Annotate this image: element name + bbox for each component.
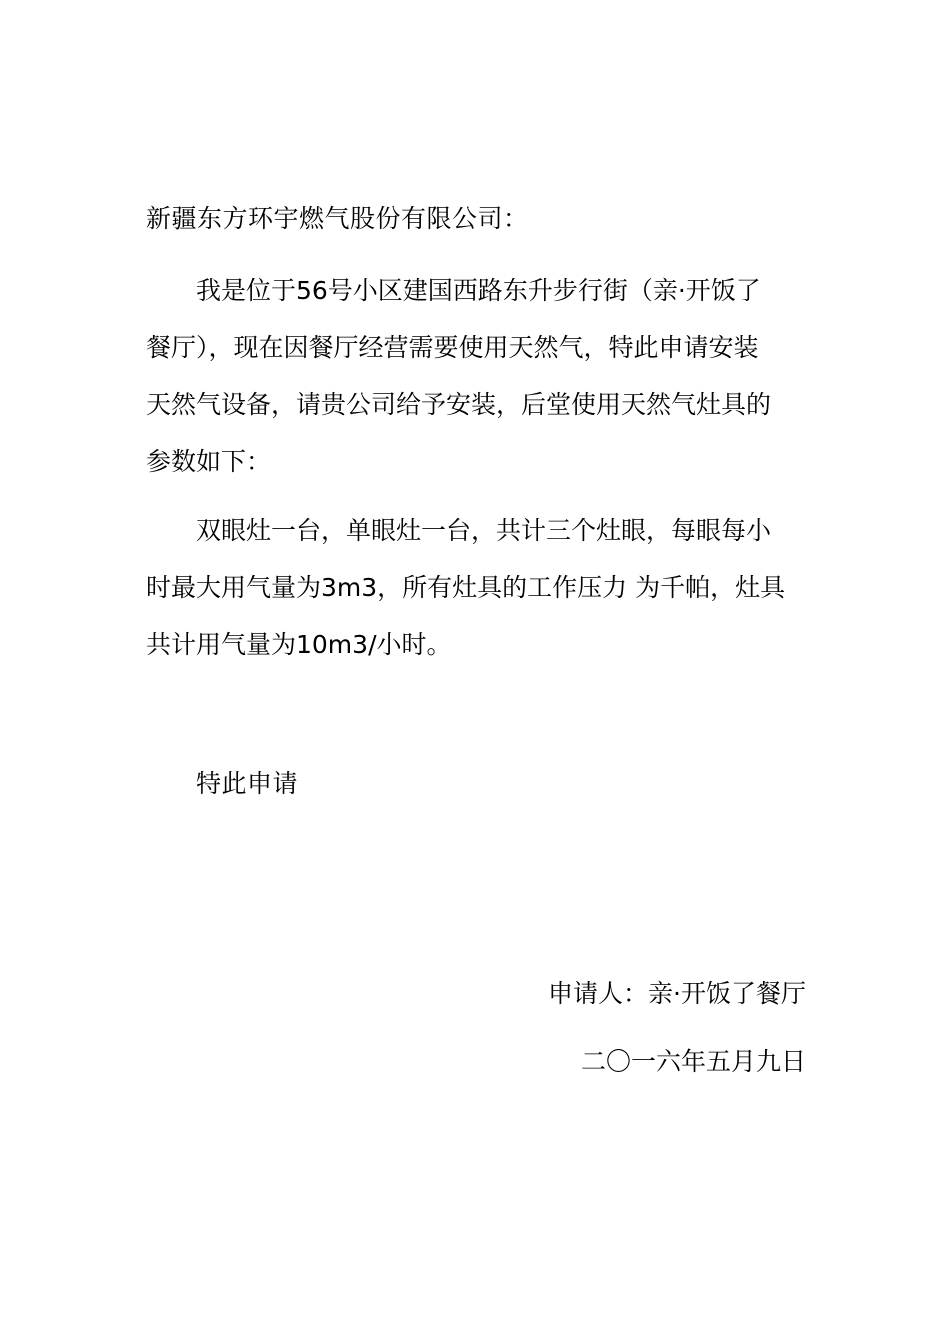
paragraph-line: 餐厅），现在因餐厅经营需要使用天然气，特此申请安装 xyxy=(146,333,759,362)
paragraph-parameters xyxy=(146,502,808,673)
salutation: 新疆东方环宇燃气股份有限公司： xyxy=(146,204,529,233)
paragraph-line: 双眼灶一台，单眼灶一台，共计三个灶眼，每眼每小 xyxy=(196,516,772,545)
paragraph-application xyxy=(146,262,808,490)
paragraph-line: 时最大用气量为3m3，所有灶具的工作压力 为千帕，灶具 xyxy=(146,573,786,602)
paragraph-line: 参数如下： xyxy=(146,447,272,476)
closing-phrase: 特此申请 xyxy=(196,769,299,798)
paragraph-line: 天然气设备，请贵公司给予安装，后堂使用天然气灶具的 xyxy=(146,390,772,419)
paragraph-line: 我是位于56号小区建国西路东升步行街（亲·开饭了 xyxy=(196,276,761,305)
letter-date: 二〇一六年五月九日 xyxy=(580,1047,806,1076)
applicant-signature: 申请人：亲·开饭了餐厅 xyxy=(548,979,806,1008)
paragraph-line: 共计用气量为10m3/小时。 xyxy=(146,630,452,659)
